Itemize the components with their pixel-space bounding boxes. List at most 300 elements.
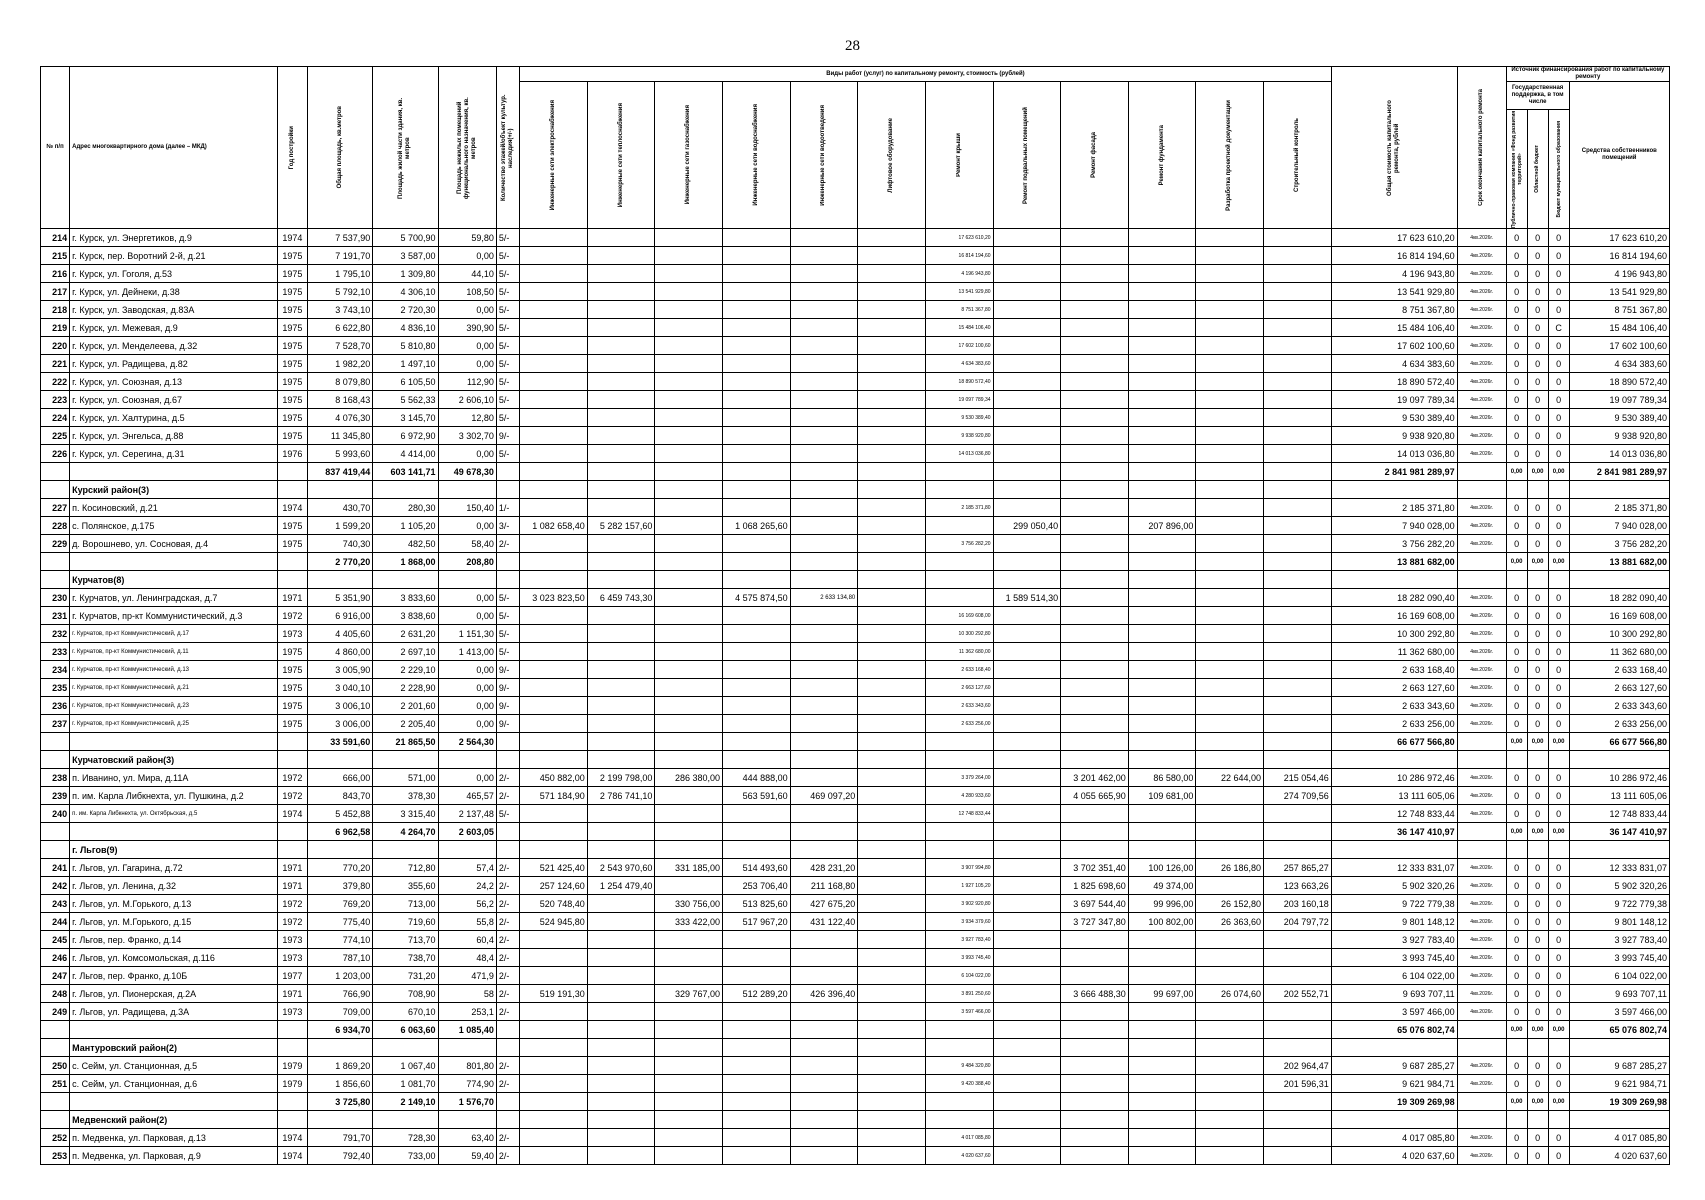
- living-area-cell: 708,90: [373, 985, 438, 1003]
- municipal-cell: 0: [1548, 1075, 1569, 1093]
- empty-cell: [587, 751, 655, 769]
- year-cell: 1972: [277, 913, 307, 931]
- address-cell: г. Курск, ул. Дейнеки, д.38: [70, 283, 278, 301]
- heating-cell: 2 786 741,10: [587, 787, 655, 805]
- foundation-cell: [1128, 355, 1196, 373]
- table-row: [41, 805, 1670, 823]
- empty-cell: [438, 1039, 496, 1057]
- water-cell: [723, 1057, 791, 1075]
- water-cell: [723, 643, 791, 661]
- water-cell: 1 068 265,60: [723, 517, 791, 535]
- no-cell: 217: [41, 283, 70, 301]
- deadline-cell: [1457, 553, 1506, 571]
- total-area-cell: 769,20: [307, 895, 372, 913]
- sewer-cell: [790, 265, 858, 283]
- empty-cell: [496, 841, 519, 859]
- year-cell: [277, 1021, 307, 1039]
- regional-cell: 0: [1527, 1057, 1548, 1075]
- roof-cell: 3 756 282,20: [925, 535, 993, 553]
- control-cell: 203 160,18: [1264, 895, 1332, 913]
- control-cell: [1264, 967, 1332, 985]
- living-area-cell: 3 833,60: [373, 589, 438, 607]
- municipal-cell: 0,00: [1548, 733, 1569, 751]
- subtotal-row: [41, 553, 1670, 571]
- facade-cell: 3 201 462,00: [1061, 769, 1129, 787]
- deadline-cell: 4кв.2026г.: [1457, 445, 1506, 463]
- nonliving-area-cell: 465,57: [438, 787, 496, 805]
- address-cell: г. Льгов, ул. Комсомольская, д.116: [70, 949, 278, 967]
- fund-cell: 0: [1506, 931, 1527, 949]
- table-row: [41, 445, 1670, 463]
- total-area-cell: 7 528,70: [307, 337, 372, 355]
- total-cost-cell: 4 196 943,80: [1331, 265, 1457, 283]
- floors-cell: 2/-: [496, 1147, 519, 1165]
- floors-cell: 5/-: [496, 643, 519, 661]
- water-cell: [723, 1093, 791, 1111]
- fund-cell: 0: [1506, 391, 1527, 409]
- electric-cell: [520, 625, 588, 643]
- gas-cell: 330 756,00: [655, 895, 723, 913]
- total-area-cell: 11 345,80: [307, 427, 372, 445]
- living-area-cell: 1 105,20: [373, 517, 438, 535]
- municipal-cell: 0,00: [1548, 553, 1569, 571]
- gas-cell: [655, 301, 723, 319]
- roof-cell: [925, 517, 993, 535]
- empty-cell: [1457, 1111, 1506, 1129]
- empty-cell: [993, 571, 1061, 589]
- deadline-cell: 4кв.2026г.: [1457, 589, 1506, 607]
- empty-cell: [1506, 1039, 1527, 1057]
- gas-cell: [655, 1003, 723, 1021]
- basement-cell: [993, 769, 1061, 787]
- owners-cell: 13 881 682,00: [1569, 553, 1669, 571]
- group-spacer-cell: [41, 841, 70, 859]
- no-cell: 220: [41, 337, 70, 355]
- roof-cell: 11 362 680,00: [925, 643, 993, 661]
- table-row: [41, 877, 1670, 895]
- water-cell: [723, 445, 791, 463]
- total-cost-cell: 10 286 972,46: [1331, 769, 1457, 787]
- total-area-cell: 709,00: [307, 1003, 372, 1021]
- living-area-cell: 1 067,40: [373, 1057, 438, 1075]
- facade-cell: [1061, 1129, 1129, 1147]
- living-area-cell: 2 697,10: [373, 643, 438, 661]
- owners-cell: 10 300 292,80: [1569, 625, 1669, 643]
- floors-cell: 2/-: [496, 985, 519, 1003]
- lift-cell: [858, 607, 926, 625]
- no-cell: 253: [41, 1147, 70, 1165]
- deadline-cell: 4кв.2026г.: [1457, 625, 1506, 643]
- regional-cell: 0: [1527, 301, 1548, 319]
- floors-cell: 9/-: [496, 679, 519, 697]
- fund-cell: 0: [1506, 805, 1527, 823]
- basement-cell: [993, 355, 1061, 373]
- electric-cell: [520, 499, 588, 517]
- deadline-cell: 4кв.2026г.: [1457, 661, 1506, 679]
- address-cell: г. Курск, ул. Энергетиков, д.9: [70, 229, 278, 247]
- regional-cell: 0: [1527, 319, 1548, 337]
- year-cell: 1973: [277, 931, 307, 949]
- floors-cell: [496, 1093, 519, 1111]
- regional-cell: 0: [1527, 679, 1548, 697]
- foundation-cell: 86 580,00: [1128, 769, 1196, 787]
- deadline-cell: [1457, 1093, 1506, 1111]
- year-cell: 1972: [277, 607, 307, 625]
- heating-cell: 1 254 479,40: [587, 877, 655, 895]
- empty-cell: [1527, 481, 1548, 499]
- electric-cell: [520, 823, 588, 841]
- no-cell: 237: [41, 715, 70, 733]
- electric-cell: [520, 715, 588, 733]
- fund-cell: 0: [1506, 499, 1527, 517]
- table-row: [41, 319, 1670, 337]
- table-row: [41, 1057, 1670, 1075]
- municipal-cell: 0: [1548, 715, 1569, 733]
- roof-cell: 16 814 194,60: [925, 247, 993, 265]
- empty-cell: [1061, 1039, 1129, 1057]
- no-cell: 232: [41, 625, 70, 643]
- basement-cell: [993, 445, 1061, 463]
- sewer-cell: 428 231,20: [790, 859, 858, 877]
- design-cell: [1196, 265, 1264, 283]
- year-cell: 1979: [277, 1075, 307, 1093]
- floors-cell: 2/-: [496, 535, 519, 553]
- year-cell: 1974: [277, 499, 307, 517]
- empty-cell: [723, 571, 791, 589]
- municipal-cell: 0: [1548, 661, 1569, 679]
- empty-cell: [1331, 1111, 1457, 1129]
- sewer-cell: [790, 607, 858, 625]
- owners-cell: 66 677 566,80: [1569, 733, 1669, 751]
- gas-cell: 286 380,00: [655, 769, 723, 787]
- deadline-cell: 4кв.2026г.: [1457, 391, 1506, 409]
- sewer-cell: [790, 931, 858, 949]
- table-row: [41, 589, 1670, 607]
- basement-cell: 299 050,40: [993, 517, 1061, 535]
- address-cell: г. Курск, ул. Халтурина, д.5: [70, 409, 278, 427]
- empty-cell: [655, 481, 723, 499]
- col-regional-header: Областной бюджет: [1534, 145, 1541, 193]
- total-cost-cell: 19 309 269,98: [1331, 1093, 1457, 1111]
- design-cell: [1196, 643, 1264, 661]
- no-cell: 233: [41, 643, 70, 661]
- living-area-cell: 728,30: [373, 1129, 438, 1147]
- municipal-cell: 0: [1548, 373, 1569, 391]
- facade-cell: 3 666 488,30: [1061, 985, 1129, 1003]
- empty-cell: [1527, 571, 1548, 589]
- nonliving-area-cell: 48,4: [438, 949, 496, 967]
- total-cost-cell: 7 940 028,00: [1331, 517, 1457, 535]
- foundation-cell: 99 996,00: [1128, 895, 1196, 913]
- empty-cell: [373, 481, 438, 499]
- owners-cell: 3 756 282,20: [1569, 535, 1669, 553]
- empty-cell: [277, 1039, 307, 1057]
- foundation-cell: [1128, 715, 1196, 733]
- control-cell: [1264, 643, 1332, 661]
- basement-cell: [993, 787, 1061, 805]
- total-area-cell: 1 982,20: [307, 355, 372, 373]
- facade-cell: [1061, 679, 1129, 697]
- basement-cell: [993, 283, 1061, 301]
- facade-cell: [1061, 1147, 1129, 1165]
- empty-cell: [373, 1039, 438, 1057]
- roof-cell: 2 633 343,60: [925, 697, 993, 715]
- foundation-cell: [1128, 319, 1196, 337]
- year-cell: 1975: [277, 337, 307, 355]
- owners-cell: 2 633 168,40: [1569, 661, 1669, 679]
- empty-cell: [655, 751, 723, 769]
- district-group-row: [41, 751, 1670, 769]
- foundation-cell: [1128, 283, 1196, 301]
- nonliving-area-cell: 0,00: [438, 697, 496, 715]
- total-cost-cell: 65 076 802,74: [1331, 1021, 1457, 1039]
- basement-cell: [993, 391, 1061, 409]
- lift-cell: [858, 679, 926, 697]
- sewer-cell: [790, 463, 858, 481]
- foundation-cell: [1128, 301, 1196, 319]
- electric-cell: [520, 967, 588, 985]
- water-cell: [723, 265, 791, 283]
- floors-cell: 5/-: [496, 265, 519, 283]
- water-cell: [723, 337, 791, 355]
- living-area-cell: 4 414,00: [373, 445, 438, 463]
- nonliving-area-cell: 2 603,05: [438, 823, 496, 841]
- fund-cell: 0: [1506, 427, 1527, 445]
- fund-cell: 0: [1506, 1003, 1527, 1021]
- no-cell: 244: [41, 913, 70, 931]
- empty-cell: [1196, 1039, 1264, 1057]
- no-cell: 252: [41, 1129, 70, 1147]
- sewer-cell: [790, 1075, 858, 1093]
- address-cell: г. Курчатов, пр-кт Коммунистический, д.11: [70, 643, 278, 661]
- sewer-cell: 469 097,20: [790, 787, 858, 805]
- deadline-cell: 4кв.2026г.: [1457, 877, 1506, 895]
- no-cell: 243: [41, 895, 70, 913]
- address-cell: г. Льгов, ул. Гагарина, д.72: [70, 859, 278, 877]
- owners-cell: 9 801 148,12: [1569, 913, 1669, 931]
- nonliving-area-cell: 0,00: [438, 247, 496, 265]
- foundation-cell: 99 697,00: [1128, 985, 1196, 1003]
- water-cell: [723, 661, 791, 679]
- nonliving-area-cell: 0,00: [438, 589, 496, 607]
- sewer-cell: [790, 1057, 858, 1075]
- year-cell: 1975: [277, 427, 307, 445]
- facade-cell: [1061, 805, 1129, 823]
- roof-cell: [925, 1093, 993, 1111]
- total-area-cell: 430,70: [307, 499, 372, 517]
- municipal-cell: 0: [1548, 589, 1569, 607]
- total-area-cell: 379,80: [307, 877, 372, 895]
- heating-cell: [587, 373, 655, 391]
- control-cell: [1264, 427, 1332, 445]
- empty-cell: [1128, 481, 1196, 499]
- deadline-cell: 4кв.2026г.: [1457, 517, 1506, 535]
- no-cell: 249: [41, 1003, 70, 1021]
- empty-cell: [1061, 751, 1129, 769]
- sewer-cell: 2 633 134,80: [790, 589, 858, 607]
- total-cost-cell: 14 013 036,80: [1331, 445, 1457, 463]
- foundation-cell: [1128, 1003, 1196, 1021]
- col-living-area-header: Площадь жилой части здания, кв. метров: [398, 96, 412, 199]
- water-cell: 517 967,20: [723, 913, 791, 931]
- total-area-cell: 1 795,10: [307, 265, 372, 283]
- address-cell: г. Курск, ул. Серегина, д.31: [70, 445, 278, 463]
- fund-cell: 0: [1506, 643, 1527, 661]
- regional-cell: 0: [1527, 499, 1548, 517]
- deadline-cell: 4кв.2026г.: [1457, 715, 1506, 733]
- control-cell: 204 797,72: [1264, 913, 1332, 931]
- fund-cell: 0: [1506, 535, 1527, 553]
- design-cell: [1196, 949, 1264, 967]
- deadline-cell: 4кв.2026г.: [1457, 229, 1506, 247]
- foundation-cell: [1128, 1129, 1196, 1147]
- sewer-cell: [790, 283, 858, 301]
- floors-cell: 2/-: [496, 1129, 519, 1147]
- no-cell: 226: [41, 445, 70, 463]
- gas-cell: [655, 787, 723, 805]
- regional-cell: 0: [1527, 247, 1548, 265]
- gas-cell: [655, 1129, 723, 1147]
- empty-cell: [277, 571, 307, 589]
- municipal-cell: 0: [1548, 445, 1569, 463]
- total-cost-cell: 2 633 256,00: [1331, 715, 1457, 733]
- empty-cell: [1569, 1111, 1669, 1129]
- foundation-cell: 100 126,00: [1128, 859, 1196, 877]
- electric-cell: [520, 409, 588, 427]
- regional-cell: 0: [1527, 427, 1548, 445]
- control-cell: [1264, 661, 1332, 679]
- basement-cell: [993, 913, 1061, 931]
- nonliving-area-cell: 390,90: [438, 319, 496, 337]
- heating-cell: [587, 499, 655, 517]
- municipal-cell: 0: [1548, 301, 1569, 319]
- empty-cell: [307, 1039, 372, 1057]
- floors-cell: 5/-: [496, 373, 519, 391]
- municipal-cell: 0: [1548, 265, 1569, 283]
- roof-cell: 14 013 036,80: [925, 445, 993, 463]
- owners-cell: 9 722 779,38: [1569, 895, 1669, 913]
- address-cell: г. Курчатов, пр-кт Коммунистический, д.21: [70, 679, 278, 697]
- address-cell: г. Курск, ул. Союзная, д.67: [70, 391, 278, 409]
- table-row: [41, 895, 1670, 913]
- control-cell: [1264, 607, 1332, 625]
- year-cell: 1972: [277, 787, 307, 805]
- deadline-cell: 4кв.2026г.: [1457, 985, 1506, 1003]
- table-row: [41, 1129, 1670, 1147]
- electric-cell: [520, 391, 588, 409]
- heating-cell: [587, 985, 655, 1003]
- floors-cell: 2/-: [496, 787, 519, 805]
- control-cell: [1264, 517, 1332, 535]
- table-row: [41, 283, 1670, 301]
- district-name: Курчатов(8): [70, 571, 278, 589]
- sewer-cell: [790, 733, 858, 751]
- sewer-cell: [790, 625, 858, 643]
- living-area-cell: 6 105,50: [373, 373, 438, 391]
- total-area-cell: 4 076,30: [307, 409, 372, 427]
- empty-cell: [723, 841, 791, 859]
- address-cell: г. Курск, ул. Гоголя, д.53: [70, 265, 278, 283]
- empty-cell: [496, 1039, 519, 1057]
- control-cell: [1264, 355, 1332, 373]
- roof-cell: [925, 553, 993, 571]
- municipal-cell: 0: [1548, 247, 1569, 265]
- empty-cell: [993, 1039, 1061, 1057]
- gas-cell: [655, 445, 723, 463]
- total-cost-cell: 18 890 572,40: [1331, 373, 1457, 391]
- municipal-cell: С: [1548, 319, 1569, 337]
- deadline-cell: 4кв.2026г.: [1457, 967, 1506, 985]
- roof-cell: [925, 1021, 993, 1039]
- living-area-cell: 4 264,70: [373, 823, 438, 841]
- gas-cell: [655, 1021, 723, 1039]
- nonliving-area-cell: 801,80: [438, 1057, 496, 1075]
- lift-cell: [858, 1147, 926, 1165]
- foundation-cell: [1128, 661, 1196, 679]
- design-cell: [1196, 445, 1264, 463]
- facade-cell: [1061, 427, 1129, 445]
- empty-cell: [373, 571, 438, 589]
- fund-cell: 0: [1506, 949, 1527, 967]
- municipal-cell: 0,00: [1548, 463, 1569, 481]
- municipal-cell: 0: [1548, 1129, 1569, 1147]
- lift-cell: [858, 319, 926, 337]
- basement-cell: [993, 697, 1061, 715]
- fund-cell: 0,00: [1506, 553, 1527, 571]
- empty-cell: [1548, 571, 1569, 589]
- control-cell: [1264, 409, 1332, 427]
- deadline-cell: 4кв.2026г.: [1457, 319, 1506, 337]
- municipal-cell: 0: [1548, 607, 1569, 625]
- gas-cell: [655, 319, 723, 337]
- owners-cell: 15 484 106,40: [1569, 319, 1669, 337]
- year-cell: 1975: [277, 697, 307, 715]
- design-cell: [1196, 679, 1264, 697]
- deadline-cell: 4кв.2026г.: [1457, 787, 1506, 805]
- facade-cell: [1061, 337, 1129, 355]
- foundation-cell: [1128, 733, 1196, 751]
- water-cell: [723, 823, 791, 841]
- lift-cell: [858, 427, 926, 445]
- floors-cell: 9/-: [496, 661, 519, 679]
- owners-cell: 9 530 389,40: [1569, 409, 1669, 427]
- address-cell: с. Сейм, ул. Станционная, д.5: [70, 1057, 278, 1075]
- total-cost-cell: 4 020 637,60: [1331, 1147, 1457, 1165]
- address-cell: с. Полянское, д.175: [70, 517, 278, 535]
- nonliving-area-cell: 0,00: [438, 607, 496, 625]
- design-cell: [1196, 697, 1264, 715]
- address-cell: г. Курск, ул. Межевая, д.9: [70, 319, 278, 337]
- empty-cell: [925, 841, 993, 859]
- nonliving-area-cell: 0,00: [438, 355, 496, 373]
- heating-cell: [587, 355, 655, 373]
- owners-cell: 9 938 920,80: [1569, 427, 1669, 445]
- table-header: [41, 67, 1670, 229]
- heating-cell: [587, 697, 655, 715]
- lift-cell: [858, 697, 926, 715]
- district-group-row: [41, 481, 1670, 499]
- table-row: [41, 985, 1670, 1003]
- basement-cell: [993, 733, 1061, 751]
- municipal-cell: 0: [1548, 229, 1569, 247]
- control-cell: 202 964,47: [1264, 1057, 1332, 1075]
- foundation-cell: [1128, 391, 1196, 409]
- empty-cell: [1569, 1039, 1669, 1057]
- heating-cell: 2 543 970,60: [587, 859, 655, 877]
- no-cell: 231: [41, 607, 70, 625]
- nonliving-area-cell: 2 137,48: [438, 805, 496, 823]
- subtotal-row: [41, 733, 1670, 751]
